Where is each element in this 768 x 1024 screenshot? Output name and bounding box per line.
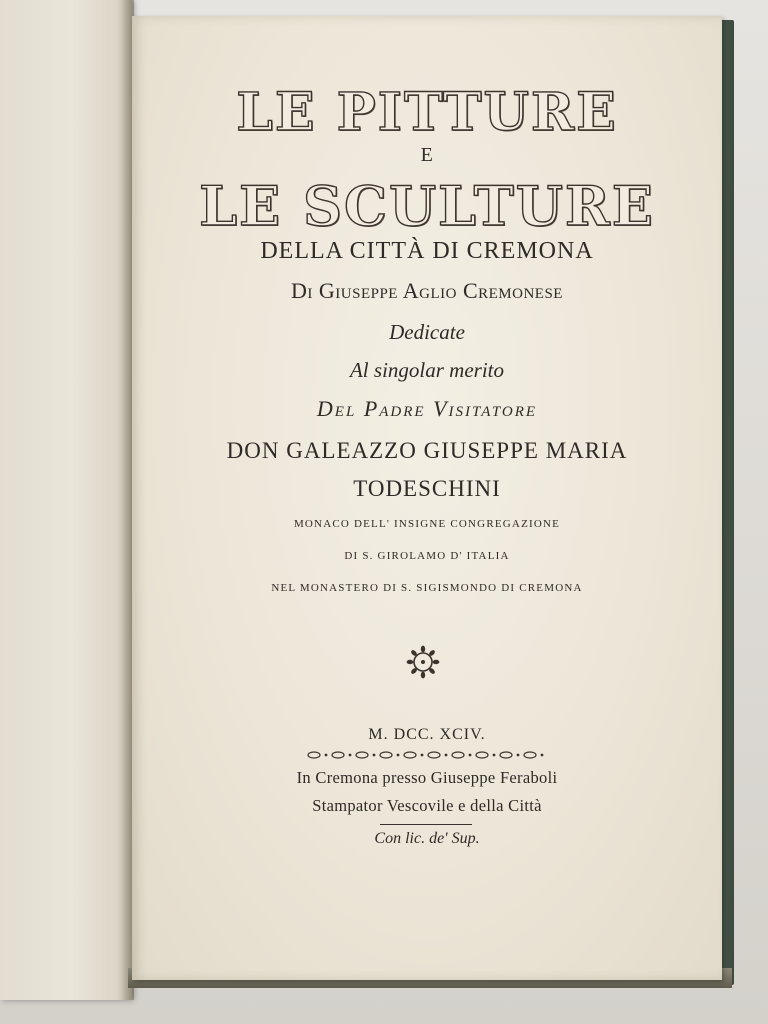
imprint-line-1: In Cremona presso Giuseppe Feraboli xyxy=(296,768,558,787)
left-blank-page xyxy=(0,0,132,1000)
affiliation-line-1: MONACO DELL' INSIGNE CONGREGAZIONE xyxy=(293,518,561,530)
dedication-line-2: Al singolar merito xyxy=(349,358,504,382)
author-line: Di Giuseppe Aglio Cremonese xyxy=(291,278,563,303)
short-rule xyxy=(380,824,472,825)
dedication-line-1: Dedicate xyxy=(389,320,465,344)
dedicatee-name-line-1: DON GALEAZZO GIUSEPPE MARIA xyxy=(226,438,628,463)
wreath-ornament-icon xyxy=(405,644,441,680)
license-line: Con lic. de' Sup. xyxy=(374,830,480,847)
publication-year: M. DCC. XCIV. xyxy=(368,726,486,743)
subtitle: DELLA CITTÀ DI CREMONA xyxy=(260,238,594,264)
title-conjunction: E xyxy=(420,144,434,166)
imprint-line-2: Stampator Vescovile e della Città xyxy=(312,796,542,815)
affiliation-line-3: NEL MONASTERO DI S. SIGISMONDO DI CREMONA xyxy=(271,582,583,594)
title-line-1: LE PITTURE xyxy=(236,82,618,143)
dedicatee-title: Del Padre Visitatore xyxy=(316,396,538,421)
dedicatee-name-line-2: TODESCHINI xyxy=(353,476,501,501)
title-line-2: LE SCULTURE xyxy=(199,174,655,238)
title-page xyxy=(132,16,722,980)
affiliation-line-2: DI S. GIROLAMO D' ITALIA xyxy=(344,550,510,562)
dotted-rule-ornament-icon xyxy=(302,750,552,760)
